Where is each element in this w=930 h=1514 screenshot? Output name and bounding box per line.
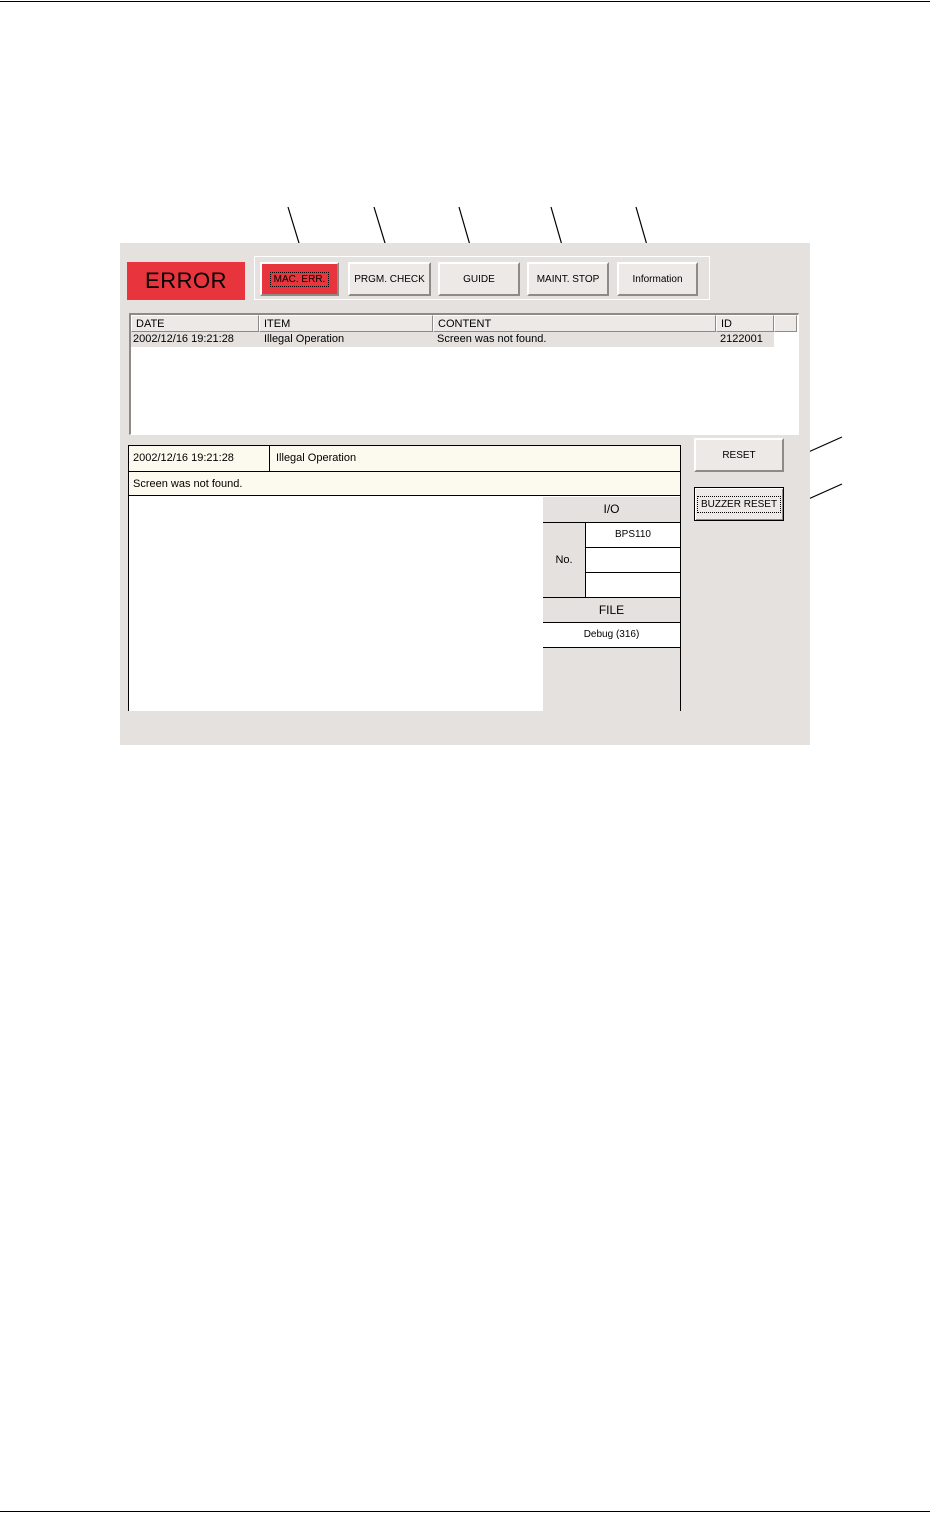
io-value-2	[586, 548, 680, 573]
tab-mac-err[interactable]	[260, 262, 339, 296]
io-title: I/O	[543, 497, 680, 523]
column-header-content[interactable]: CONTENT	[433, 315, 716, 332]
row-content: Screen was not found.	[437, 333, 547, 345]
error-status-label: ERROR	[127, 262, 245, 300]
column-header-filler	[774, 315, 797, 332]
row-date: 2002/12/16 19:21:28	[133, 333, 234, 345]
detail-date: 2002/12/16 19:21:28	[133, 452, 234, 464]
tab-guide[interactable]	[438, 262, 520, 296]
tab-information[interactable]	[617, 262, 698, 296]
file-title: FILE	[543, 598, 680, 623]
tab-information-label: Information	[632, 273, 683, 285]
tab-maint-stop[interactable]	[527, 262, 609, 296]
file-value: Debug (316)	[543, 623, 680, 648]
column-header-item[interactable]: ITEM	[259, 315, 433, 332]
buzzer-reset-button[interactable]	[694, 487, 784, 521]
detail-item: Illegal Operation	[276, 452, 357, 464]
row-id: 2122001	[720, 333, 763, 345]
detail-header	[129, 446, 680, 472]
tab-guide-label: GUIDE	[463, 273, 495, 285]
tab-prgm-check-label: PRGM. CHECK	[354, 273, 425, 285]
buzzer-reset-button-label: BUZZER RESET	[697, 496, 781, 513]
reset-button[interactable]	[694, 438, 784, 472]
tab-mac-err-label: MAC. ERR.	[270, 272, 330, 287]
io-value-1: BPS110	[586, 523, 680, 548]
error-screen-panel	[120, 243, 810, 745]
page-bottom-rule	[0, 1511, 930, 1512]
error-detail-box	[128, 445, 681, 711]
error-list-header	[131, 315, 797, 332]
io-panel	[543, 497, 680, 711]
io-no-label: No.	[543, 523, 586, 598]
tab-prgm-check[interactable]	[348, 262, 431, 296]
row-item: Illegal Operation	[264, 333, 345, 345]
reset-button-label: RESET	[722, 449, 756, 461]
column-header-date[interactable]: DATE	[131, 315, 259, 332]
page-top-rule	[0, 1, 930, 2]
column-header-id[interactable]: ID	[716, 315, 774, 332]
tab-maint-stop-label: MAINT. STOP	[536, 273, 600, 285]
io-value-3	[586, 573, 680, 598]
detail-divider	[269, 446, 270, 471]
detail-body	[129, 497, 544, 711]
table-row[interactable]	[131, 332, 774, 347]
error-list[interactable]	[129, 313, 799, 435]
detail-content: Screen was not found.	[129, 472, 680, 496]
